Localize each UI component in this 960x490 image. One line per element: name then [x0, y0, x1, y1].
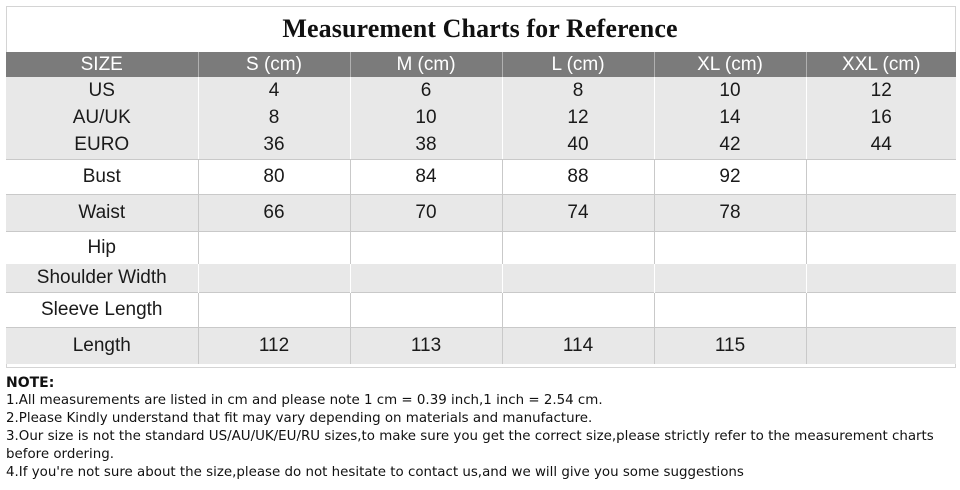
- table-row-bust: [6, 160, 956, 195]
- notes-heading: NOTE:: [6, 375, 55, 391]
- table-cell: [654, 293, 806, 328]
- row-label: Waist: [6, 195, 198, 232]
- table-cell: [806, 328, 956, 365]
- row-label: Bust: [6, 160, 198, 195]
- table-cell: 8: [502, 77, 654, 104]
- header-xxl: XXL (cm): [806, 52, 956, 77]
- table-cell: [502, 264, 654, 293]
- table-row-shoulder-width: [6, 264, 956, 293]
- table-cell: 42: [654, 131, 806, 160]
- table-cell: 74: [502, 195, 654, 232]
- table-cell: 16: [806, 104, 956, 131]
- table-cell: 8: [198, 104, 350, 131]
- header-size: SIZE: [6, 52, 198, 77]
- table-cell: [350, 232, 502, 265]
- table-cell: 78: [654, 195, 806, 232]
- table-cell: 40: [502, 131, 654, 160]
- row-label: Length: [6, 328, 198, 365]
- measurement-table: [6, 52, 956, 364]
- table-cell: [654, 232, 806, 265]
- row-label: Hip: [6, 232, 198, 265]
- note-item: 4.If you're not sure about the size,please do not hesitate to contact us,and we will give you some suggestions: [6, 465, 744, 480]
- note-item: 3.Our size is not the standard US/AU/UK/EU/RU sizes,to make sure you get the correct size,please strictly refer to the measurement charts before ordering.: [6, 429, 934, 462]
- row-label: US: [6, 77, 198, 104]
- table-cell: 14: [654, 104, 806, 131]
- note-item: 2.Please Kindly understand that fit may vary depending on materials and manufacture.: [6, 411, 593, 426]
- table-cell: [806, 160, 956, 195]
- table-cell: 4: [198, 77, 350, 104]
- table-cell: 84: [350, 160, 502, 195]
- row-label: AU/UK: [6, 104, 198, 131]
- table-cell: 112: [198, 328, 350, 365]
- table-row-hip: [6, 232, 956, 265]
- table-row-au-uk: [6, 104, 956, 131]
- table-cell: 10: [350, 104, 502, 131]
- notes-section: [6, 374, 946, 482]
- table-cell: [806, 232, 956, 265]
- row-label: Sleeve Length: [6, 293, 198, 328]
- table-cell: 88: [502, 160, 654, 195]
- table-cell: 114: [502, 328, 654, 365]
- header-m: M (cm): [350, 52, 502, 77]
- table-row-length: [6, 328, 956, 365]
- page-title: Measurement Charts for Reference: [282, 14, 678, 43]
- table-cell: [502, 293, 654, 328]
- table-cell: 38: [350, 131, 502, 160]
- table-cell: [806, 264, 956, 293]
- table-cell: [806, 195, 956, 232]
- table-cell: [198, 232, 350, 265]
- table-cell: 44: [806, 131, 956, 160]
- table-row-us: [6, 77, 956, 104]
- table-cell: 115: [654, 328, 806, 365]
- table-cell: 92: [654, 160, 806, 195]
- row-label: Shoulder Width: [6, 264, 198, 293]
- table-row-euro: [6, 131, 956, 160]
- table-cell: [198, 293, 350, 328]
- table-cell: 113: [350, 328, 502, 365]
- table-cell: [350, 293, 502, 328]
- header-l: L (cm): [502, 52, 654, 77]
- table-cell: [806, 293, 956, 328]
- note-item: 1.All measurements are listed in cm and please note 1 cm = 0.39 inch,1 inch = 2.54 cm.: [6, 393, 603, 408]
- row-label: EURO: [6, 131, 198, 160]
- table-cell: 80: [198, 160, 350, 195]
- table-cell: 70: [350, 195, 502, 232]
- table-cell: 36: [198, 131, 350, 160]
- table-cell: 66: [198, 195, 350, 232]
- table-row-sleeve-length: [6, 293, 956, 328]
- table-cell: [502, 232, 654, 265]
- table-cell: [198, 264, 350, 293]
- table-header-row: [6, 52, 956, 77]
- table-cell: 6: [350, 77, 502, 104]
- table-cell: 12: [502, 104, 654, 131]
- header-s: S (cm): [198, 52, 350, 77]
- table-cell: 12: [806, 77, 956, 104]
- header-xl: XL (cm): [654, 52, 806, 77]
- table-cell: [654, 264, 806, 293]
- table-cell: [350, 264, 502, 293]
- table-cell: 10: [654, 77, 806, 104]
- table-row-waist: [6, 195, 956, 232]
